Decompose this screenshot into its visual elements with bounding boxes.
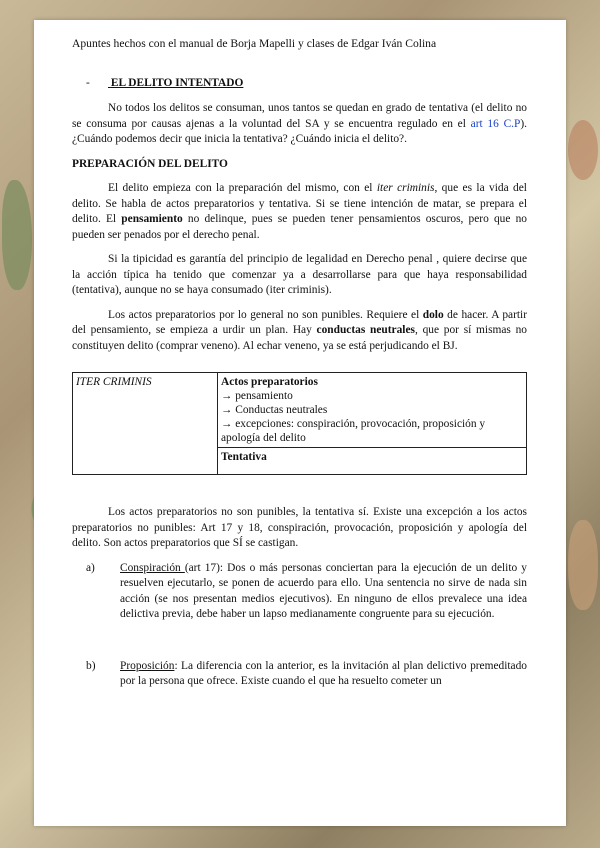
table-row	[73, 373, 527, 448]
document-page	[34, 20, 566, 826]
background-leaf-icon	[2, 180, 32, 290]
spacer	[72, 631, 527, 659]
text-span: El delito empieza con la preparación del mismo, con el	[108, 182, 377, 194]
iter-criminis-table	[72, 372, 527, 475]
paragraph-intro	[72, 101, 527, 148]
list-text	[120, 659, 527, 690]
list-item: → Conductas neutrales	[221, 404, 328, 416]
table-cell-iter: ITER CRIMINIS	[73, 373, 218, 475]
section-title	[72, 76, 527, 92]
list-item-proposicion	[72, 659, 527, 690]
list-label: a)	[86, 561, 95, 574]
text-span: no delinque, pues se pueden tener pensamientos oscuros, pero que no pueden ser penados por el derecho penal.	[72, 213, 527, 241]
actos-title: Actos preparatorios	[221, 376, 318, 388]
list-item-conspiracion	[72, 561, 527, 623]
text-span: Los actos preparatorios por lo general no son punibles. Requiere el	[108, 308, 423, 321]
paragraph-actos	[72, 308, 527, 355]
background-flower-icon	[568, 520, 598, 610]
list-text	[120, 561, 527, 623]
italic-term: iter criminis	[376, 182, 435, 194]
text-span: , que por sí mismas no constituyen delito (comprar veneno). Al echar veneno, ya se está perjudicando el BJ.	[72, 324, 527, 352]
bold-term: pensamiento	[121, 213, 183, 225]
paragraph-excepcion: Los actos preparatorios no son punibles, la tentativa sí. Existe una excepción a los actos preparatorios no punibles: Art 17 y 18, conspiración, provocación, proposición y apología del delito. Son actos preparatorios que SÍ se castigan.	[72, 506, 527, 549]
text-span: : La diferencia con la anterior, es la invitación al plan delictivo premeditado por la persona que ofrece. Existe cuando el que ha resuelto cometer un	[120, 659, 527, 687]
list-label: b)	[86, 659, 96, 672]
bullet-dash: -	[86, 76, 90, 89]
table-cell-tentativa: Tentativa	[218, 448, 527, 475]
text-span: de hacer. A partir del pensamiento, se empieza a urdir un plan. Hay	[72, 308, 527, 336]
table-cell-actos	[218, 373, 527, 448]
paragraph-iter	[72, 181, 527, 243]
text-span: , que es la vida del delito. Se habla de actos preparatorios y tentativa. Si se tiene intención de matar, se prepara el delito. El	[72, 182, 527, 225]
bold-term: conductas neutrales	[316, 324, 415, 336]
background-flower-icon	[568, 120, 598, 180]
list-item: → pensamiento	[221, 390, 293, 402]
page-header: Apuntes hechos con el manual de Borja Mapelli y clases de Edgar Iván Colina	[72, 37, 437, 50]
article-link[interactable]: art 16 C.P	[470, 117, 521, 130]
paragraph-tipicidad: Si la tipicidad es garantía del principio de legalidad en Derecho penal , quiere decirse que la acción típica ha tenido que comenzar ya a desarrollarse para que haya responsabilidad (tentativa), aunque no se haya consumado (iter criminis).	[72, 253, 527, 296]
bold-term: dolo	[422, 308, 444, 321]
section-title-text: EL DELITO INTENTADO	[110, 76, 244, 89]
text-span: No todos los delitos se consuman, unos tantos se quedan en grado de tentativa (el delito no se consuma por causas ajenas a la voluntad del SA y se encuentra regulado en el	[72, 102, 527, 130]
text-span: (art 17): Dos o más personas conciertan para la ejecución de un delito y resuelven ejecutarlo, se ponen de acuerdo para ello. Una sentencia no sirve de nada sin acción (se nos presentan medios ejecutivos). En ninguno de ellos prevalece una idea delictiva previa, debe haber un lapso medianamente congruente para su ejecución.	[120, 561, 527, 620]
subheading-preparacion: PREPARACIÓN DEL DELITO	[72, 157, 228, 170]
term-underlined: Proposición	[120, 659, 175, 672]
text-span: ). ¿Cuándo podemos decir que inicia la tentativa? ¿Cuándo inicia el delito?.	[72, 117, 528, 145]
list-item: → excepciones: conspiración, provocación, proposición y apología del delito	[221, 418, 486, 444]
term-underlined: Conspiración	[120, 561, 185, 574]
document-content	[72, 36, 527, 698]
